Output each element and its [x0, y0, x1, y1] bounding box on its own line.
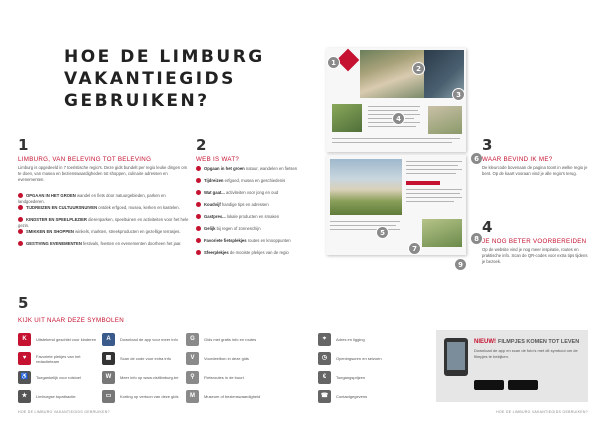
section-5-number: 5 [18, 294, 29, 312]
symbol-row: V Voordeelbon in deze gids [186, 352, 268, 365]
section-2-bullet-6: Gelijk bij regen of zonneschijn [196, 226, 318, 232]
bullet-dot [18, 193, 23, 198]
section-2-bullet-3: Wat gaat... activiteiten voor jong en oud [196, 190, 318, 196]
news-heading: FILMPJES KOMEN TOT LEVEN [498, 339, 580, 345]
bullet-dot [196, 226, 201, 231]
bullet-dot [196, 178, 201, 183]
title-line-3: GEBRUIKEN? [64, 91, 210, 111]
google-play-badge[interactable] [508, 380, 538, 390]
sample-spread-bottom [326, 155, 466, 255]
section-1-bullet-2: TIJDREIZEN EN CULTUURSNUIVEN ontdek erfgoed, musea, kerken en kastelen. [18, 205, 190, 211]
title-line-1: HOE DE LIMBURG [64, 47, 265, 67]
symbol-row: ▭ Korting op vertoon van deze gids [102, 390, 184, 403]
card-icon: ▭ [102, 390, 115, 403]
symbol-row: ⚲ Fietsroutes in de buurt [186, 371, 268, 384]
section-2-bullet-7: Favoriete fietsplekjes routes en knooppunten [196, 238, 318, 244]
kids-icon: K [18, 333, 31, 346]
sample-spread-top [326, 48, 466, 152]
bullet-dot [18, 241, 23, 246]
spread-marker-4: 4 [392, 112, 405, 125]
phone-icon: ☎ [318, 390, 331, 403]
spread-marker-5: 5 [376, 226, 389, 239]
section-1-bullet-3: KINDSTER EN SPEELPLEZIER dierenparken, speeltuinen en activiteiten voor het hele gezin. [18, 217, 189, 228]
voucher-icon: V [186, 352, 199, 365]
symbol-row: ◷ Openingsuren en seizoen [318, 352, 400, 365]
guide-icon: G [186, 333, 199, 346]
title-line-2: VAKANTIEGIDS [64, 69, 236, 89]
section-2-bullet-1: Opgaan in het groen natuur, wandelen en fietsen [196, 166, 318, 172]
section-2-number: 2 [196, 136, 207, 154]
section-3-number: 3 [482, 136, 493, 154]
symbol-row: ★ Limburgse topattractie [18, 390, 100, 403]
sample-photo-building [428, 106, 462, 134]
news-box [436, 330, 588, 402]
tag-icon: ★ [18, 390, 31, 403]
bullet-dot [196, 238, 201, 243]
museum-icon: M [186, 390, 199, 403]
section-1-intro: Limburg is opgedeeld in 7 toeristische regio's. Deze gids bundelt per regio leuke dingen om te doen, van musea en bezienswaardigheden tot shoppen, culinaire adressen en evenementen. [18, 165, 188, 182]
section-1-bullet-4: SMIKKEN EN SHOPPEN winkels, markten, streekproducten en gezellige terrasjes. [18, 229, 190, 235]
symbol-row: ▦ Scan de code voor extra info [102, 352, 184, 365]
sample-photo-garden [332, 104, 362, 132]
footer-left: HOE DE LIMBURG VAKANTIEGIDS GEBRUIKEN? [18, 410, 110, 414]
bike-icon: ⚲ [186, 371, 199, 384]
spread-marker-2: 2 [412, 62, 425, 75]
symbol-row: € Toegangsprijzen [318, 371, 400, 384]
footer-right: HOE DE LIMBURG VAKANTIEGIDS GEBRUIKEN? [496, 410, 588, 414]
symbol-row: G Gids met gratis info en routes [186, 333, 268, 346]
symbol-row: ♥ Favoriete plekjes van het redactieteam [18, 352, 100, 365]
section-4-number: 4 [482, 218, 493, 236]
bullet-dot [18, 229, 23, 234]
sample-photo-abbey [330, 159, 402, 215]
symbol-row: ♿ Toegankelijk voor rolstoel [18, 371, 100, 384]
symbol-row: K Uitstekend geschikt voor kinderen [18, 333, 100, 346]
spread-marker-6: 6 [470, 152, 483, 165]
bullet-dot [18, 205, 23, 210]
section-1-subtitle: LIMBURG, VAN BELEVING TOT BELEVING [18, 156, 152, 163]
heart-icon: ♥ [18, 352, 31, 365]
bullet-dot [196, 166, 201, 171]
wheelchair-icon: ♿ [18, 371, 31, 384]
spread-marker-3: 3 [452, 88, 465, 101]
symbol-row: A Download de app voor meer info [102, 333, 184, 346]
sample-heading-bar [406, 181, 440, 185]
section-2-subtitle: WEB IS WAT? [196, 156, 240, 163]
section-1-bullet-5: GESTIVING EVENEMENTEN festivals, feesten en evenementen doorheen het jaar. [18, 241, 190, 247]
symbol-row: ⌖ Adres en ligging [318, 333, 400, 346]
pin-icon: ⌖ [318, 333, 331, 346]
web-icon: W [102, 371, 115, 384]
section-5-subtitle: KIJK UIT NAAR DEZE SYMBOLEN [18, 317, 124, 324]
phone-app-icon [444, 338, 468, 376]
news-text: Download de app en scan de foto's met dit symbool om de filmpjes te bekijken. [474, 348, 578, 359]
sample-logo-icon [337, 49, 360, 72]
app-icon: A [102, 333, 115, 346]
symbol-row: ☎ Contactgegevens [318, 390, 400, 403]
spread-marker-8: 8 [470, 232, 483, 245]
section-1-number: 1 [18, 136, 29, 154]
spread-marker-1: 1 [327, 56, 340, 69]
section-3-text: De kleurcode bovenaan de pagina toont in welke regio je bent. Op de kaart vooraan vind je alle regio's terug. [482, 165, 588, 176]
bullet-dot [196, 190, 201, 195]
section-2-bullet-5: Gastpres... lokale producten en smaken [196, 214, 318, 220]
section-2-bullet-8: Sfeerplekjes de mooiste plekjes van de regio [196, 250, 318, 256]
news-label: NIEUW! [474, 339, 496, 345]
section-4-subtitle: JE NOG BETER VOORBEREIDEN [482, 238, 587, 245]
sample-photo-landscape [422, 219, 462, 247]
bullet-dot [196, 202, 201, 207]
section-1-bullet-1: OPGAAN IN HET GROEN wandel en fiets door natuurgebieden, parken en landgoederen. [18, 193, 166, 204]
bullet-dot [196, 250, 201, 255]
bullet-dot [196, 214, 201, 219]
ticket-icon: € [318, 371, 331, 384]
spread-marker-9: 9 [454, 258, 467, 271]
qr-icon: ▦ [102, 352, 115, 365]
page-title [64, 46, 265, 112]
symbol-row: W Meer info op www.visitlimburg.be [102, 371, 184, 384]
symbol-row: M Museum of bezienswaardigheid [186, 390, 268, 403]
spread-marker-7: 7 [408, 242, 421, 255]
section-4-text: Op de website vind je nog meer inspiratie, routes en praktische info. Scan de QR-codes voor extra tips tijdens je bezoek. [482, 247, 588, 264]
app-store-badge[interactable] [474, 380, 504, 390]
bullet-dot [18, 217, 23, 222]
clock-icon: ◷ [318, 352, 331, 365]
section-2-bullet-4: Koudvijf handige tips en adressen [196, 202, 318, 208]
section-2-bullet-2: Tijdreizen erfgoed, musea en geschiedenis [196, 178, 318, 184]
section-3-subtitle: WAAR BEVIND IK ME? [482, 156, 553, 163]
